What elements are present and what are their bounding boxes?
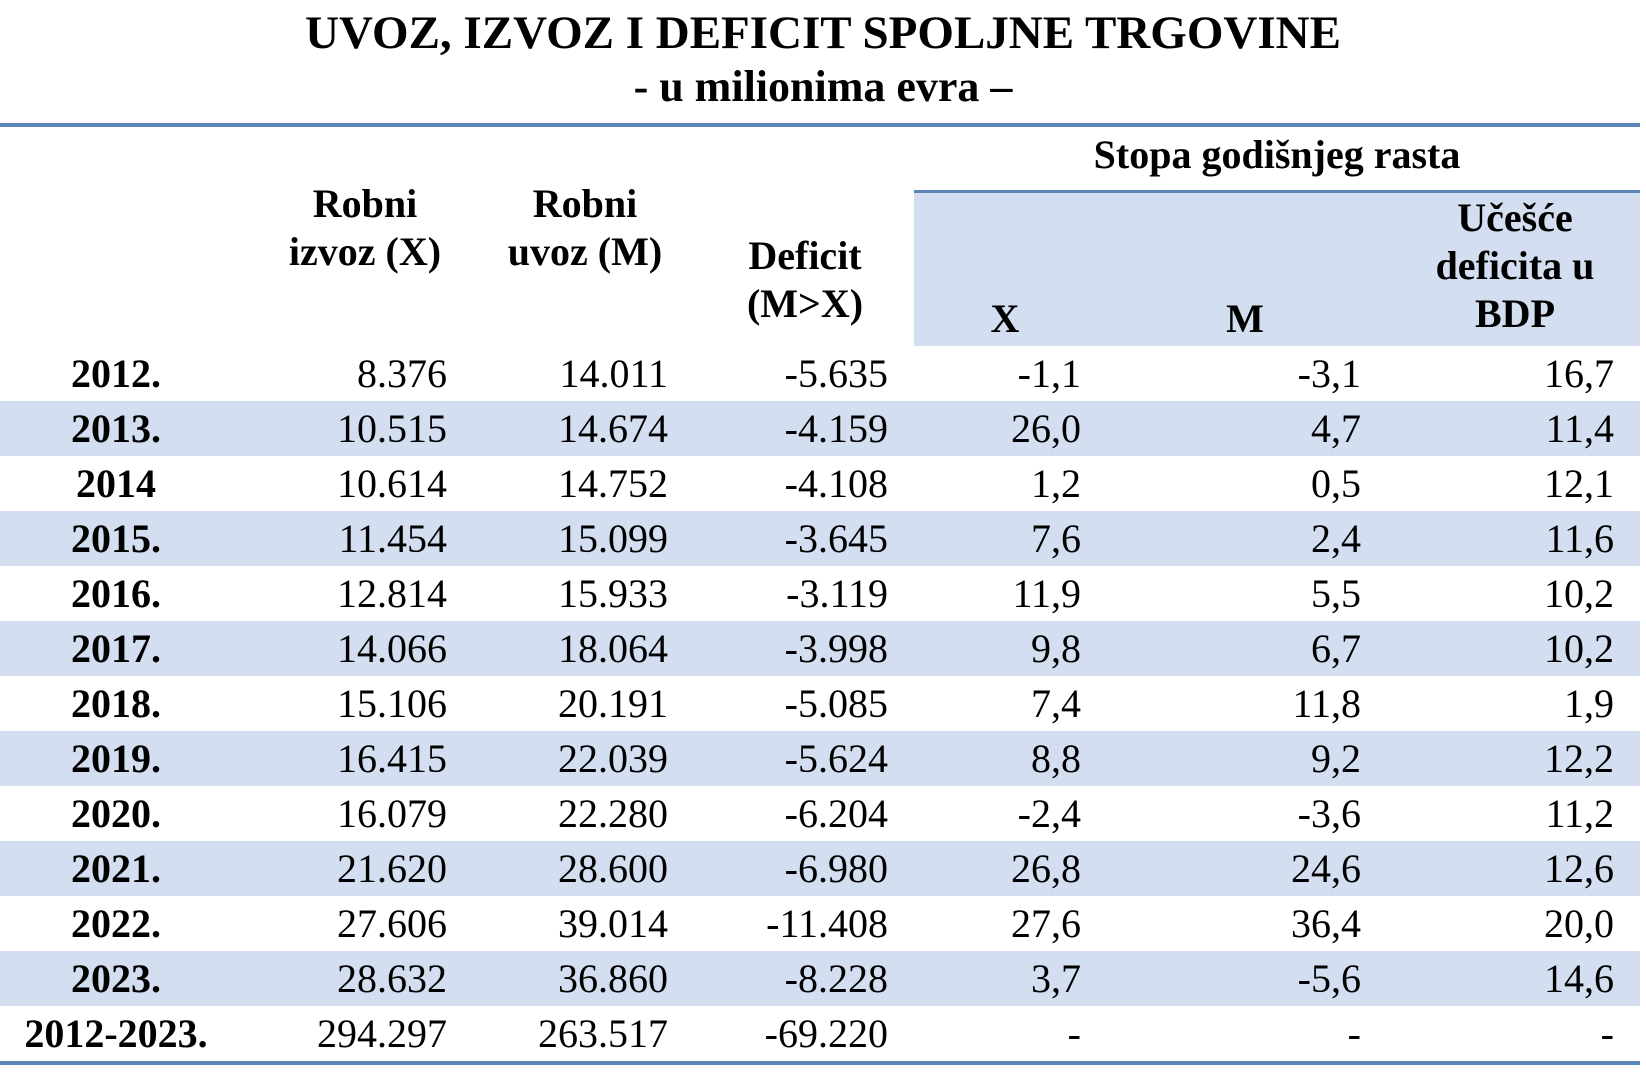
cell-gx: 3,7 <box>1031 956 1081 1001</box>
cell-export: 15.106 <box>337 681 447 726</box>
cell-gx: 7,4 <box>1031 681 1081 726</box>
cell-deficit: -5.624 <box>784 736 888 781</box>
cell-share: 10,2 <box>1544 571 1614 616</box>
cell-export: 12.814 <box>337 571 447 616</box>
cell-import: 22.280 <box>558 791 668 836</box>
cell-gm: 6,7 <box>1311 626 1361 671</box>
cell-share: 12,6 <box>1544 846 1614 891</box>
header-deficit: Deficit (M>X) <box>746 233 864 326</box>
row-year: 2017. <box>71 626 161 671</box>
cell-import: 15.933 <box>558 571 668 616</box>
table-row <box>0 566 1640 621</box>
cell-share: 11,4 <box>1545 406 1614 451</box>
cell-gm: -5,6 <box>1297 956 1361 1001</box>
cell-gm: 36,4 <box>1291 901 1361 946</box>
cell-share: 11,6 <box>1545 516 1614 561</box>
cell-share: 1,9 <box>1564 681 1614 726</box>
cell-deficit: -3.998 <box>784 626 888 671</box>
cell-share: - <box>1600 1011 1614 1056</box>
cell-export: 294.297 <box>317 1011 447 1056</box>
cell-gm: 11,8 <box>1292 681 1361 726</box>
cell-share: 12,1 <box>1544 461 1614 506</box>
cell-export: 10.515 <box>337 406 447 451</box>
cell-export: 16.415 <box>337 736 447 781</box>
row-year: 2021. <box>71 846 161 891</box>
cell-gx: 7,6 <box>1031 516 1081 561</box>
cell-import: 39.014 <box>558 901 668 946</box>
cell-gx: 27,6 <box>1011 901 1081 946</box>
cell-share: 12,2 <box>1544 736 1614 781</box>
table-top-rule <box>0 123 1640 127</box>
cell-deficit: -11.408 <box>766 901 888 946</box>
cell-export: 10.614 <box>337 461 447 506</box>
cell-gx: -2,4 <box>1017 791 1081 836</box>
cell-deficit: -3.645 <box>784 516 888 561</box>
table-row <box>0 621 1640 676</box>
row-year: 2013. <box>71 406 161 451</box>
cell-gx: 11,9 <box>1012 571 1081 616</box>
cell-export: 8.376 <box>357 351 447 396</box>
row-year: 2012. <box>71 351 161 396</box>
table-row <box>0 456 1640 511</box>
cell-deficit: -4.159 <box>784 406 888 451</box>
row-year: 2019. <box>71 736 161 781</box>
cell-share: 11,2 <box>1545 791 1614 836</box>
cell-share: 10,2 <box>1544 626 1614 671</box>
cell-gm: 4,7 <box>1311 406 1361 451</box>
table-row <box>0 896 1640 951</box>
cell-deficit: -8.228 <box>784 956 888 1001</box>
cell-share: 16,7 <box>1544 351 1614 396</box>
header-export: Robni izvoz (X) <box>288 181 442 274</box>
cell-gx: -1,1 <box>1017 351 1081 396</box>
cell-import: 36.860 <box>558 956 668 1001</box>
cell-deficit: -5.085 <box>784 681 888 726</box>
header-import: Robni uvoz (M) <box>507 181 663 274</box>
cell-export: 27.606 <box>337 901 447 946</box>
row-year: 2016. <box>71 571 161 616</box>
cell-deficit: -3.119 <box>786 571 888 616</box>
table-row <box>0 346 1640 401</box>
cell-export: 21.620 <box>337 846 447 891</box>
cell-export: 14.066 <box>337 626 447 671</box>
row-year: 2015. <box>71 516 161 561</box>
header-deficit-share: Učešće deficita u BDP <box>1435 195 1595 336</box>
cell-export: 28.632 <box>337 956 447 1001</box>
cell-gm: -3,6 <box>1297 791 1361 836</box>
cell-export: 11.454 <box>338 516 447 561</box>
cell-gm: -3,1 <box>1297 351 1361 396</box>
table-row <box>0 401 1640 456</box>
cell-deficit: -6.204 <box>784 791 888 836</box>
cell-deficit: -4.108 <box>784 461 888 506</box>
cell-gx: 9,8 <box>1031 626 1081 671</box>
cell-import: 14.011 <box>559 351 668 396</box>
cell-gm: 9,2 <box>1311 736 1361 781</box>
row-year: 2012-2023. <box>24 1011 208 1056</box>
table-row <box>0 1006 1640 1061</box>
table-row <box>0 676 1640 731</box>
cell-import: 28.600 <box>558 846 668 891</box>
cell-share: 14,6 <box>1544 956 1614 1001</box>
table-row <box>0 951 1640 1006</box>
cell-gx: 26,8 <box>1011 846 1081 891</box>
row-year: 2022. <box>71 901 161 946</box>
cell-import: 15.099 <box>558 516 668 561</box>
page-subtitle: - u milionima evra – <box>633 62 1013 111</box>
cell-import: 14.674 <box>558 406 668 451</box>
cell-gx: 26,0 <box>1011 406 1081 451</box>
header-growth-m: M <box>1226 296 1264 341</box>
cell-import: 14.752 <box>558 461 668 506</box>
cell-import: 20.191 <box>558 681 668 726</box>
cell-import: 18.064 <box>558 626 668 671</box>
cell-gm: 5,5 <box>1311 571 1361 616</box>
row-year: 2014 <box>76 461 156 506</box>
table-row <box>0 731 1640 786</box>
cell-gx: 1,2 <box>1031 461 1081 506</box>
cell-import: 263.517 <box>538 1011 668 1056</box>
cell-gx: - <box>1067 1011 1081 1056</box>
cell-gm: 2,4 <box>1311 516 1361 561</box>
cell-share: 20,0 <box>1544 901 1614 946</box>
table-row <box>0 841 1640 896</box>
cell-gx: 8,8 <box>1031 736 1081 781</box>
row-year: 2023. <box>71 956 161 1001</box>
header-growth-group: Stopa godišnjeg rasta <box>1093 132 1461 177</box>
cell-deficit: -69.220 <box>764 1011 888 1056</box>
cell-deficit: -5.635 <box>784 351 888 396</box>
header-growth-x: X <box>990 296 1020 341</box>
page-title: UVOZ, IZVOZ I DEFICIT SPOLJNE TRGOVINE <box>305 7 1341 59</box>
row-year: 2018. <box>71 681 161 726</box>
table-bottom-rule <box>0 1061 1640 1065</box>
cell-gm: - <box>1347 1011 1361 1056</box>
row-year: 2020. <box>71 791 161 836</box>
table-row <box>0 511 1640 566</box>
cell-gm: 0,5 <box>1311 461 1361 506</box>
table-row <box>0 786 1640 841</box>
cell-deficit: -6.980 <box>784 846 888 891</box>
cell-import: 22.039 <box>558 736 668 781</box>
cell-gm: 24,6 <box>1291 846 1361 891</box>
cell-export: 16.079 <box>337 791 447 836</box>
